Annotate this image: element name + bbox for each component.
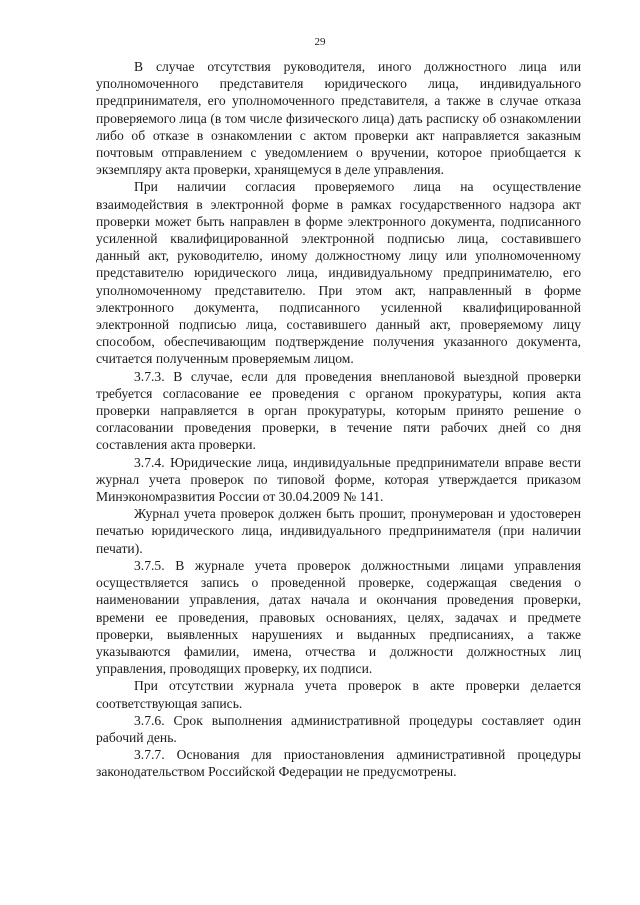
paragraph-journal-binding: Журнал учета проверок должен быть прошит, пронумерован и удостоверен печатью юридического лица, индивидуального предпринимателя (при наличии печати). <box>96 506 581 556</box>
paragraph-absence-delivery: В случае отсутствия руководителя, иного должностного лица или уполномоченного представителя юридического лица, индивидуального предпринимателя, его уполномоченного представителя, а также в случае отказа проверяемого лица (в том числе физического лица) дать расписку об ознакомлении либо об отказе в ознакомлении с актом проверки акт направляется заказным почтовым отправлением с уведомлением о вручении, которое приобщается к экземпляру акта проверки, хранящемуся в деле управления. <box>96 59 581 178</box>
paragraph-3-7-7: 3.7.7. Основания для приостановления административной процедуры законодательством Российской Федерации не предусмотрены. <box>96 747 581 780</box>
paragraph-3-7-5: 3.7.5. В журнале учета проверок должностными лицами управления осуществляется запись о проведенной проверке, содержащая сведения о наименовании управления, датах начала и окончания проведения проверки, времени ее проведения, правовых основаниях, целях, задачах и предмете проверки, выявленных нарушениях и выданных предписаниях, а также указываются фамилии, имена, отчества и должности должностных лиц управления, проводящих проверку, их подписи. <box>96 557 581 677</box>
paragraph-3-7-6: 3.7.6. Срок выполнения административной процедуры составляет один рабочий день. <box>96 712 581 745</box>
paragraph-electronic-form: При наличии согласия проверяемого лица на осуществление взаимодействия в электронной форме в рамках государственного надзора акт проверки может быть направлен в форме электронного документа, подписанного усиленной квалифицированной электронной подписью лица, составившего данный акт, руководителю, иному должностному лицу или уполномоченному представителю юридического лица, индивидуальному предпринимателю, его уполномоченному представителю. При этом акт, направленный в форме электронного документа, подписанного усиленной квалифицированной электронной подписью лица, составившего данный акт, проверяемому лицу способом, обеспечивающим подтверждение получения указанного документа, считается полученным проверяемым лицом. <box>96 179 581 367</box>
paragraph-3-7-4: 3.7.4. Юридические лица, индивидуальные предприниматели вправе вести журнал учета проверок по типовой форме, которая утверждается приказом Минэкономразвития России от 30.04.2009 № 141. <box>96 454 581 505</box>
page-number: 29 <box>314 36 326 48</box>
paragraph-journal-absence: При отсутствии журнала учета проверок в акте проверки делается соответствующая запись. <box>96 678 581 711</box>
document-body <box>96 58 581 781</box>
paragraph-3-7-3: 3.7.3. В случае, если для проведения внеплановой выездной проверки требуется согласование ее проведения с органом прокуратуры, копия акта проверки направляется в орган прокуратуры, которым принято решение о согласовании проведения проверки, в течение пяти рабочих дней со дня составления акта проверки. <box>96 368 581 453</box>
